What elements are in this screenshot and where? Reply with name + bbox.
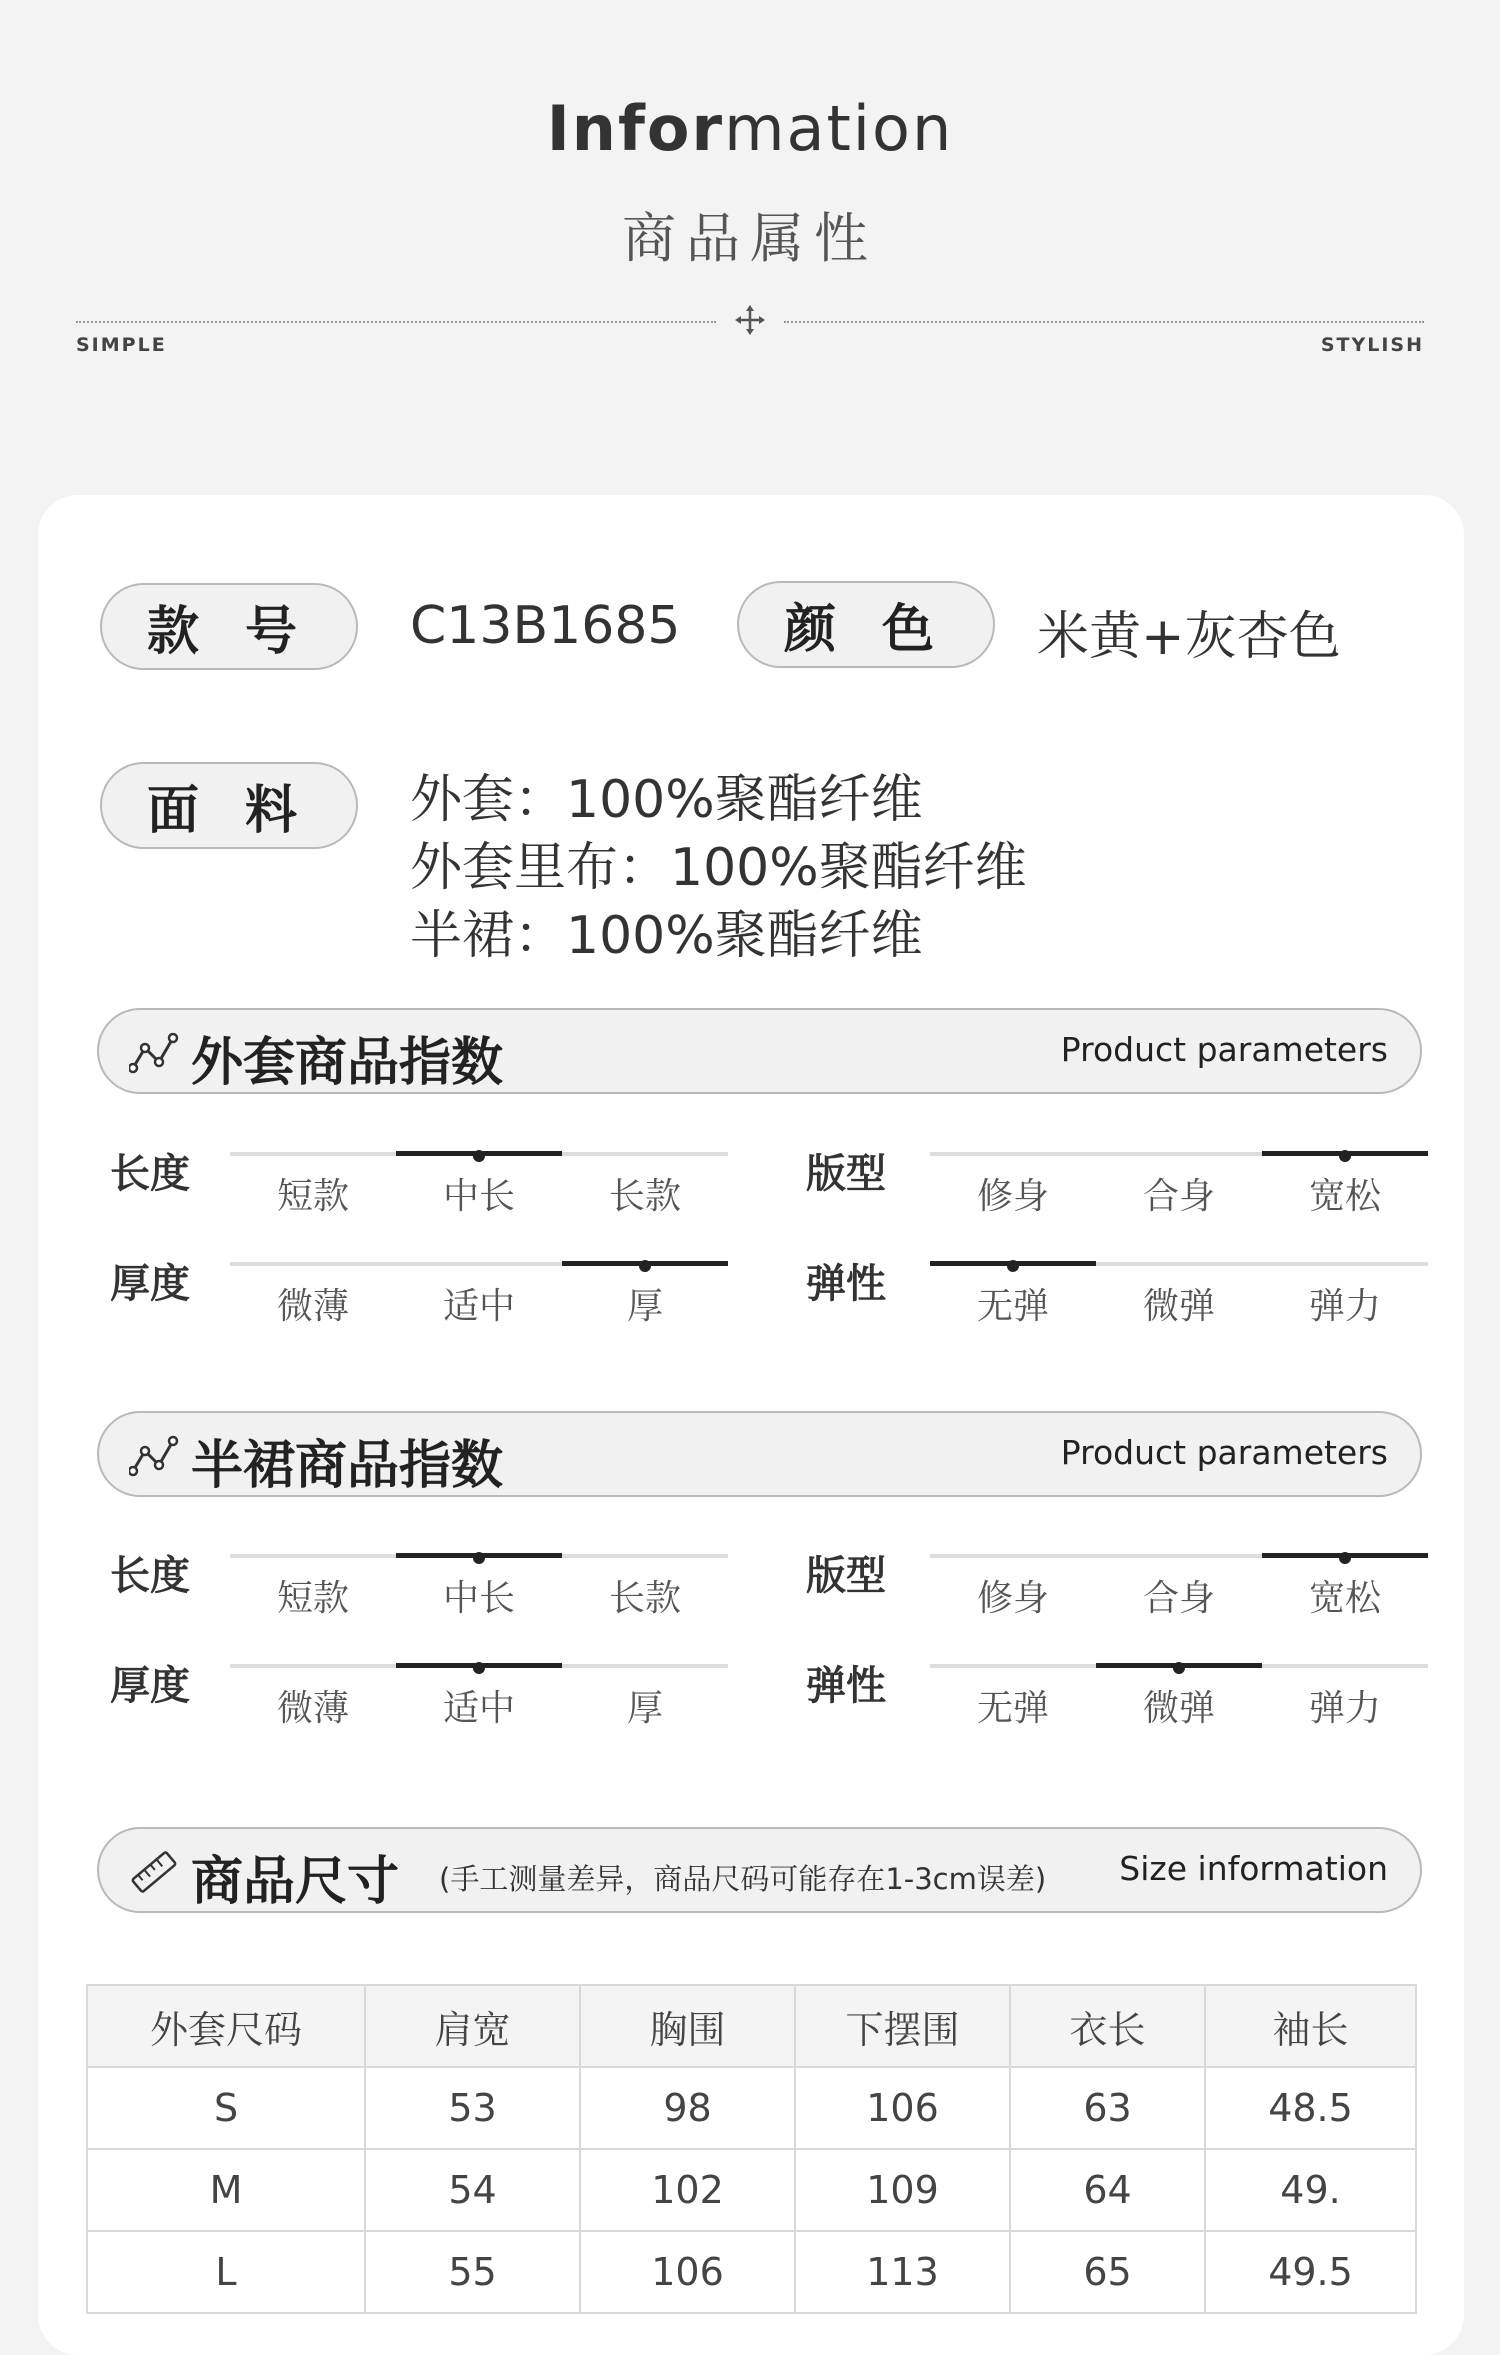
table-cell: L — [87, 2231, 365, 2313]
size-info-note: (手工测量差异，商品尺码可能存在1-3cm误差) — [439, 1862, 1047, 1896]
table-cell: 55 — [365, 2231, 580, 2313]
dotted-divider-left — [76, 321, 716, 323]
fabric-line: 外套里布：100%聚酯纤维 — [410, 838, 1027, 898]
size-table-header-row — [87, 1985, 1416, 2067]
param-option: 微薄 — [276, 1286, 349, 1327]
four-arrows-ornament-icon — [734, 304, 766, 336]
param-option: 弹力 — [1308, 1286, 1381, 1327]
table-cell: 64 — [1010, 2149, 1205, 2231]
fabric-label: 面 料 — [100, 762, 358, 849]
param-option: 合身 — [1142, 1578, 1215, 1619]
size-info-title: 商品尺寸 — [191, 1852, 400, 1912]
param-option: 修身 — [976, 1578, 1049, 1619]
param-option: 长款 — [608, 1176, 681, 1217]
param-selected-dot — [473, 1552, 485, 1564]
size-info-bar — [97, 1827, 1422, 1913]
dotted-divider-right — [784, 321, 1424, 323]
table-cell: 49. — [1205, 2149, 1416, 2231]
param-option: 厚 — [626, 1286, 663, 1327]
size-table-header: 下摆围 — [795, 1985, 1010, 2067]
table-cell: 53 — [365, 2067, 580, 2149]
simple-label: SIMPLE — [76, 334, 167, 356]
param-option: 弹力 — [1308, 1688, 1381, 1729]
param-option: 宽松 — [1308, 1578, 1381, 1619]
param-selected-dot — [473, 1150, 485, 1162]
table-cell: 106 — [795, 2067, 1010, 2149]
ruler-icon — [129, 1849, 179, 1895]
fabric-line: 半裙：100%聚酯纤维 — [410, 906, 923, 966]
skirt-params-bar — [97, 1411, 1422, 1497]
param-selected-dot — [473, 1662, 485, 1674]
jacket-params-title: 外套商品指数 — [191, 1033, 504, 1093]
size-table-header: 袖长 — [1205, 1985, 1416, 2067]
table-row — [87, 2149, 1416, 2231]
table-cell: 49.5 — [1205, 2231, 1416, 2313]
fabric-list — [410, 766, 1027, 970]
table-row — [87, 2067, 1416, 2149]
param-selected-dot — [1007, 1260, 1019, 1272]
table-cell: 106 — [580, 2231, 795, 2313]
trend-line-icon — [129, 1030, 179, 1076]
title-bold-part: Infor — [546, 92, 725, 165]
param-label: 版型 — [806, 1553, 886, 1599]
table-cell: S — [87, 2067, 365, 2149]
size-info-subtitle: Size information — [1119, 1849, 1388, 1888]
table-cell: 102 — [580, 2149, 795, 2231]
param-option: 无弹 — [976, 1286, 1049, 1327]
param-selected-dot — [1339, 1552, 1351, 1564]
param-selected-dot — [1339, 1150, 1351, 1162]
table-cell: 48.5 — [1205, 2067, 1416, 2149]
param-option: 长款 — [608, 1578, 681, 1619]
param-label: 长度 — [110, 1553, 190, 1599]
table-cell: 109 — [795, 2149, 1010, 2231]
jacket-params-subtitle: Product parameters — [1060, 1030, 1388, 1069]
size-table-header: 衣长 — [1010, 1985, 1205, 2067]
param-selected-dot — [639, 1260, 651, 1272]
param-option: 厚 — [626, 1688, 663, 1729]
style-no-label: 款 号 — [100, 583, 358, 670]
table-cell: 63 — [1010, 2067, 1205, 2149]
param-option: 适中 — [442, 1286, 515, 1327]
param-option: 修身 — [976, 1176, 1049, 1217]
size-table — [86, 1984, 1417, 2314]
color-value: 米黄+灰杏色 — [1037, 607, 1341, 667]
style-no-value: C13B1685 — [410, 596, 681, 656]
skirt-params-title: 半裙商品指数 — [191, 1436, 504, 1496]
trend-line-icon — [129, 1433, 179, 1479]
table-cell: 98 — [580, 2067, 795, 2149]
param-label: 长度 — [110, 1151, 190, 1197]
table-cell: M — [87, 2149, 365, 2231]
size-table-header: 肩宽 — [365, 1985, 580, 2067]
info-subtitle: 商品属性 — [622, 207, 878, 270]
color-label: 颜 色 — [737, 581, 995, 668]
title-light-part: mation — [724, 92, 954, 165]
param-option: 无弹 — [976, 1688, 1049, 1729]
table-cell: 54 — [365, 2149, 580, 2231]
param-option: 微弹 — [1142, 1286, 1215, 1327]
param-option: 微薄 — [276, 1688, 349, 1729]
info-title — [0, 92, 1500, 165]
stylish-label: STYLISH — [1320, 334, 1424, 356]
param-option: 短款 — [276, 1176, 349, 1217]
fabric-line: 外套：100%聚酯纤维 — [410, 770, 923, 830]
param-label: 厚度 — [110, 1663, 190, 1709]
param-selected-dot — [1173, 1662, 1185, 1674]
size-table-header: 外套尺码 — [87, 1985, 365, 2067]
size-table-header: 胸围 — [580, 1985, 795, 2067]
param-option: 中长 — [442, 1176, 515, 1217]
param-option: 宽松 — [1308, 1176, 1381, 1217]
param-option: 短款 — [276, 1578, 349, 1619]
param-label: 弹性 — [806, 1663, 886, 1709]
param-option: 微弹 — [1142, 1688, 1215, 1729]
table-cell: 113 — [795, 2231, 1010, 2313]
table-row — [87, 2231, 1416, 2313]
param-option: 合身 — [1142, 1176, 1215, 1217]
skirt-params-subtitle: Product parameters — [1060, 1433, 1388, 1472]
jacket-params-bar — [97, 1008, 1422, 1094]
param-label: 厚度 — [110, 1261, 190, 1307]
param-option: 中长 — [442, 1578, 515, 1619]
table-cell: 65 — [1010, 2231, 1205, 2313]
param-label: 弹性 — [806, 1261, 886, 1307]
param-option: 适中 — [442, 1688, 515, 1729]
param-label: 版型 — [806, 1151, 886, 1197]
